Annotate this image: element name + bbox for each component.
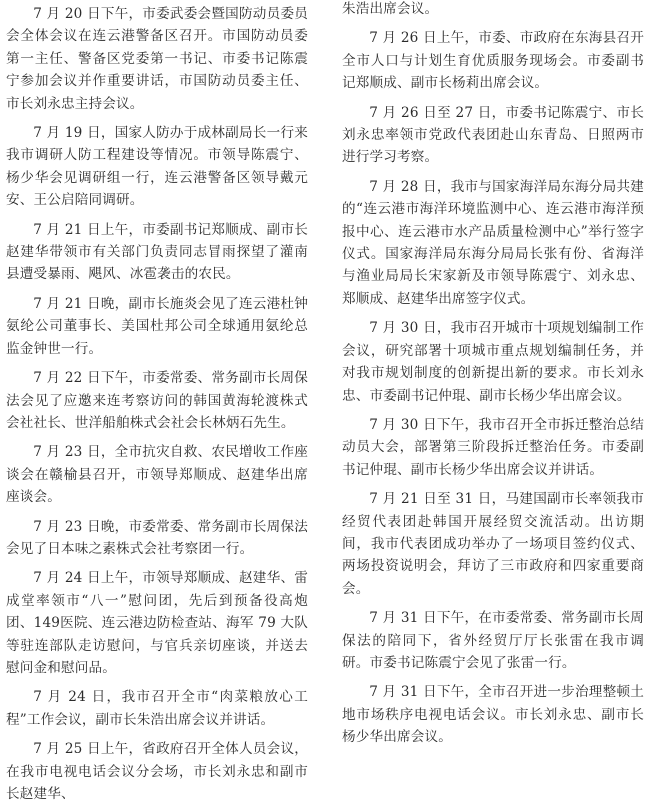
paragraph: 7 月 26 日上午，市委、市政府在东海县召开全市人口与计划生育优质服务现场会。市委副书记郑顺成、副市长杨莉出席会议。 xyxy=(342,30,644,92)
paragraph: 7 月 25 日上午，省政府召开全体人员会议，在我市电视电话会议分会场，市长刘永忠和副市长赵建华、 xyxy=(6,741,308,802)
paragraph: 7 月 31 日下午，在市委常委、常务副市长周保法的陪同下，省外经贸厅厅长张雷在我市调研。市委书记陈震宁会见了张雷一行。 xyxy=(342,610,644,671)
right-column xyxy=(342,0,644,780)
left-column xyxy=(6,0,308,802)
paragraph: 7 月 20 日下午，市委武委会暨国防动员委员会全体会议在连云港警备区召开。市国防动员委第一主任、警备区党委第一书记、市委书记陈震宁参加会议并作重要讲话，市国防动员委主任、市长刘永忠主持会议。 xyxy=(6,6,308,112)
paragraph: 7 月 21 日上午，市委副书记郑顺成、副市长赵建华带领市有关部门负责同志冒雨探望了灌南县遭受暴雨、飓风、冰雹袭击的农民。 xyxy=(6,221,308,283)
paragraph: 7 月 31 日下午，全市召开进一步治理整顿土地市场秩序电视电话会议。市长刘永忠、副市长杨少华出席会议。 xyxy=(342,684,644,746)
paragraph: 7 月 30 日，我市召开城市十项规划编制工作会议，研究部署十项城市重点规划编制任务，并对我市规划制度的创新提出新的要求。市长刘永忠、市委副书记仲琨、副市长杨少华出席会议。 xyxy=(342,320,644,404)
paragraph-continuation: 朱浩出席会议。 xyxy=(342,1,439,17)
paragraph: 7 月 24 日上午，市领导郑顺成、赵建华、雷成堂率领市“八一”慰问团，先后到预备役高炮团、149医院、连云港边防检查站、海军 79 大队等驻连部队走访慰问，与官兵亲切座谈，并送去慰问金和慰问品。 xyxy=(6,570,308,676)
paragraph: 7 月 30 日下午，我市召开全市拆迁整治总结动员大会，部署第三阶段拆迁整治任务。市委副书记仲琨、副市长杨少华出席会议并讲话。 xyxy=(342,416,644,478)
paragraph: 7 月 21 日晚，副市长施炎会见了连云港杜钟氨纶公司董事长、美国杜邦公司全球通用氨纶总监金钟世一行。 xyxy=(6,295,308,357)
paragraph: 7 月 28 日，我市与国家海洋局东海分局共建的“连云港市海洋环境监测中心、连云港市海洋预报中心、连云港市水产品质量检测中心”举行签字仪式。国家海洋局东海分局局长张有份、省海洋与渔业局局长宋家新及市领导陈震宁、刘永忠、郑顺成、赵建华出席签字仪式。 xyxy=(342,178,644,307)
paragraph: 7 月 22 日下午，市委常委、常务副市长周保法会见了应邀来连考察访问的韩国黄海轮渡株式会社社长、世洋船舶株式会社会长林炳石先生。 xyxy=(6,370,308,431)
paragraph: 7 月 23 日，全市抗灾自救、农民增收工作座谈会在赣榆县召开，市领导郑顺成、赵建华出席座谈会。 xyxy=(6,444,308,506)
paragraph: 7 月 26 日至 27 日，市委书记陈震宁、市长刘永忠率领市党政代表团赴山东青岛、日照两市进行学习考察。 xyxy=(342,104,644,166)
paragraph: 7 月 24 日，我市召开全市“肉菜粮放心工程”工作会议，副市长朱浩出席会议并讲话。 xyxy=(6,689,308,728)
paragraph: 7 月 21 日至 31 日，马建国副市长率领我市经贸代表团赴韩国开展经贸交流活动。出访期间，我市代表团成功举办了一场项目签约仪式、两场投资说明会，拜访了三市政府和四家重要商会。 xyxy=(342,491,644,597)
paragraph: 7 月 19 日，国家人防办于成林副局长一行来我市调研人防工程建设等情况。市领导陈震宁、杨少华会见调研组一行，连云港警备区领导戴元安、王公启陪同调研。 xyxy=(6,125,308,209)
paragraph: 7 月 23 日晚，市委常委、常务副市长周保法会见了日本味之素株式会社考察团一行。 xyxy=(6,518,308,557)
